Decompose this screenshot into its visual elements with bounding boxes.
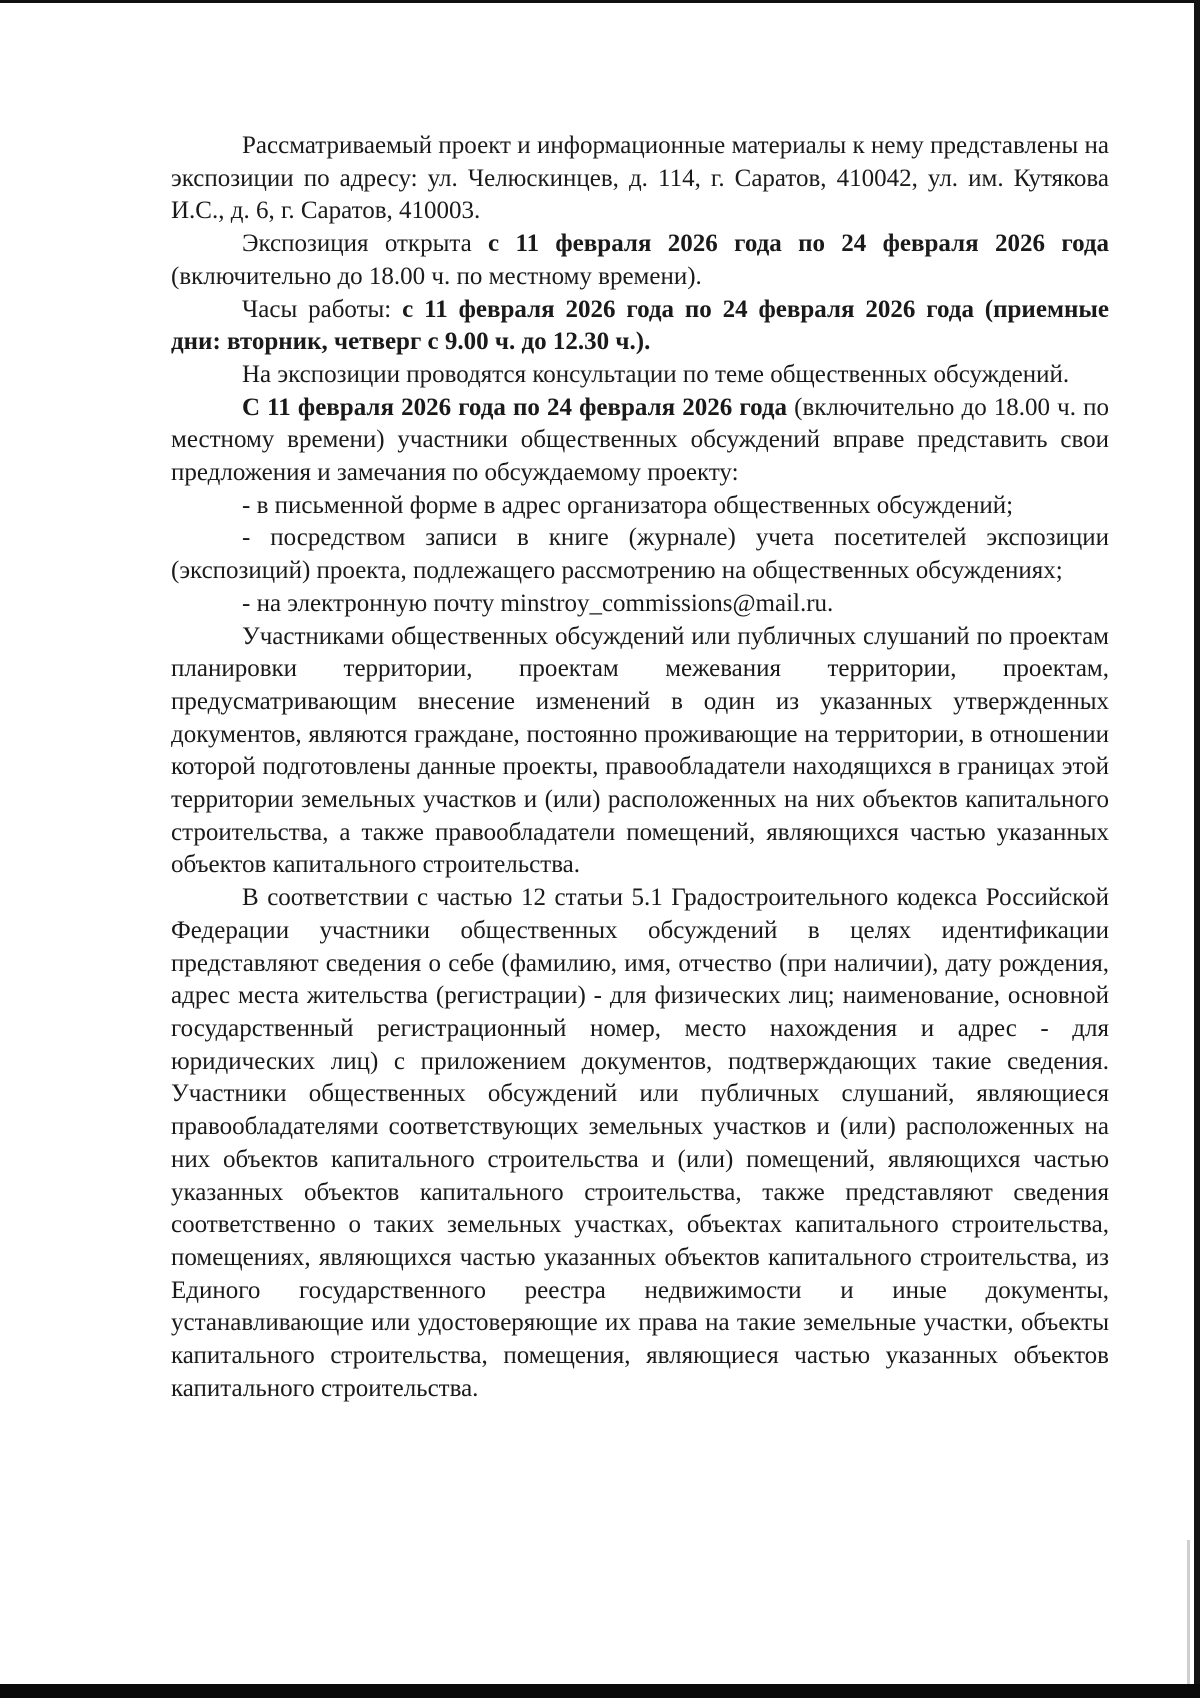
paragraph-text: Рассматриваемый проект и информационные материалы к нему представлены на экспозиции по адресу: ул. Челюскинцев, д. 114, г. Саратов, 410042, ул. им. Кутякова И.С., д. 6, г. Саратов, 410003.: [171, 132, 1109, 225]
paragraph-identification: [171, 882, 1109, 1405]
paragraph-consultations: [171, 359, 1109, 392]
paragraph-text: Часы работы:: [242, 295, 403, 323]
paragraph-working-hours: [171, 294, 1109, 359]
list-item-text: - посредством записи в книге (журнале) учета посетителей экспозиции (экспозиций) проекта, подлежащего рассмотрению на общественных обсуждениях;: [171, 524, 1109, 585]
list-item-written-form: [171, 490, 1109, 523]
scan-edge-top: [0, 0, 1200, 3]
scan-edge-right: [1194, 0, 1200, 1698]
paragraph-text: На экспозиции проводятся консультации по теме общественных обсуждений.: [242, 360, 1070, 388]
list-item-text: - в письменной форме в адрес организатора общественных обсуждений;: [242, 491, 1014, 519]
working-hours-period: с 11 февраля 2026 года по 24 февраля 2026 года (приемные дни: вторник, четверг с 9.00 ч. до 12.30 ч.).: [171, 295, 1109, 356]
paragraph-text: В соответствии с частью 12 статьи 5.1 Градостроительного кодекса Российской Федерации участники общественных обсуждений в целях идентификации представляют сведения о себе (фамилию, имя, отчество (при наличии), дату рождения, адрес места жительства (регистрации) - для физических лиц; наименование, основной государственный регистрационный номер, место нахождения и адрес - для юридических лиц) с приложением документов, подтверждающих такие сведения. Участники общественных обсуждений или публичных слушаний, являющиеся правообладателями соответствующих земельных участков и (или) расположенных на них объектов капитального строительства и (или) помещений, являющихся частью указанных объектов капитального строительства, также представляют сведения соответственно о таких земельных участках, объектах капитального строительства, помещениях, являющихся частью указанных объектов капитального строительства, из Единого государственного реестра недвижимости и иные документы, устанавливающие или удостоверяющие их права на такие земельные участки, объекты капитального строительства, помещения, являющиеся частью указанных объектов капитального строительства.: [171, 884, 1109, 1402]
list-item-text: - на электронную почту: [242, 589, 501, 617]
paragraph-participants: [171, 621, 1109, 883]
list-item-email: [171, 588, 1109, 621]
paragraph-text: (включительно до 18.00 ч. по местному времени).: [171, 262, 702, 290]
paragraph-submission-period: [171, 392, 1109, 490]
paragraph-exposition-dates: [171, 228, 1109, 293]
paragraph-text: Экспозиция открыта: [242, 230, 489, 258]
submission-period: С 11 февраля 2026 года по 24 февраля 2026 года: [242, 393, 788, 421]
exposition-period: с 11 февраля 2026 года по 24 февраля 2026 года: [488, 230, 1109, 258]
scan-edge-bottom: [0, 1684, 1200, 1698]
email-address: minstroy_commissions@mail.ru: [500, 589, 828, 617]
document-body: [171, 130, 1109, 1405]
list-item-visitor-book: [171, 522, 1109, 587]
list-item-text: .: [827, 589, 834, 617]
scan-edge-right-shadow: [1187, 1540, 1190, 1690]
paragraph-text: Участниками общественных обсуждений или публичных слушаний по проектам планировки территории, проектам межевания территории, проектам, предусматривающим внесение изменений в один из указанных утвержденных документов, являются граждане, постоянно проживающие на территории, в отношении которой подготовлены данные проекты, правообладатели находящихся в границах этой территории земельных участков и (или) расположенных на них объектов капитального строительства, а также правообладатели помещений, являющихся частью указанных объектов капитального строительства.: [171, 622, 1109, 879]
paragraph-exposition-address: [171, 130, 1109, 228]
paragraph-text: (включительно до 18.00 ч. по местному времени) участники общественных обсуждений вправе представить свои предложения и замечания по обсуждаемому проекту:: [171, 393, 1109, 487]
